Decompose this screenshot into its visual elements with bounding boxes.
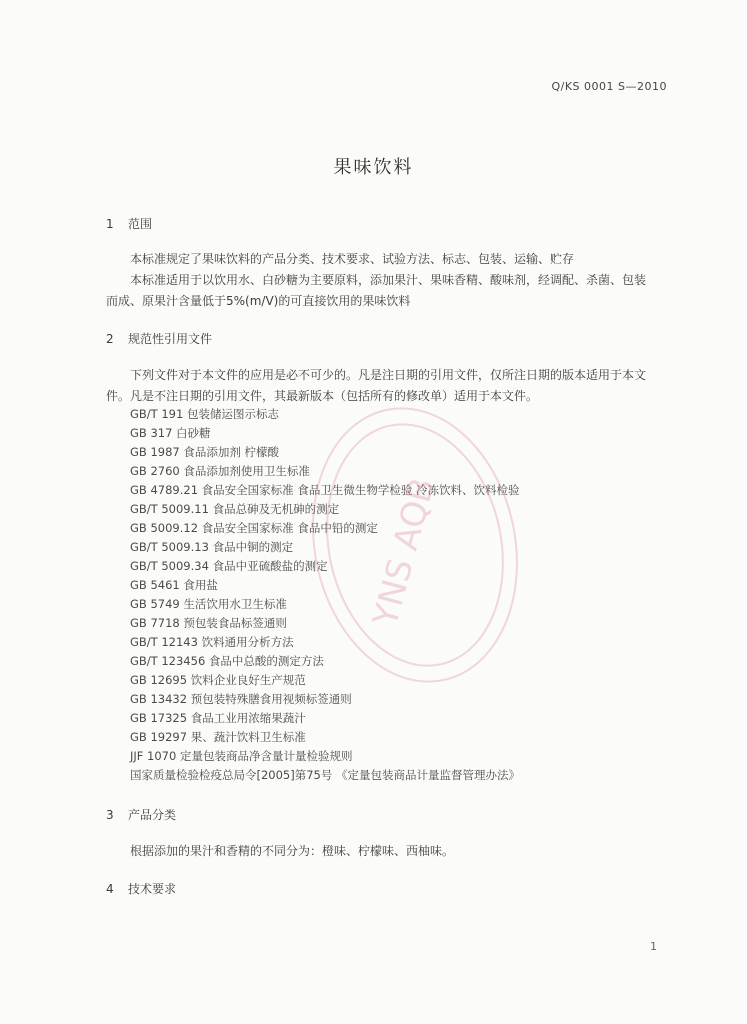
reference-item: GB 1987 食品添加剂 柠檬酸 xyxy=(130,445,280,459)
section-title: 技术要求 xyxy=(128,882,177,896)
section-heading-technical xyxy=(106,880,176,897)
reference-item: GB/T 123456 食品中总酸的测定方法 xyxy=(130,654,324,668)
section-title: 产品分类 xyxy=(128,808,177,822)
scope-line-2: 本标准适用于以饮用水、白砂糖为主要原料，添加果汁、果味香精、酸味剂，经调配、杀菌、包装 xyxy=(130,273,647,287)
section-number: 1 xyxy=(106,217,114,231)
classification-paragraph xyxy=(106,841,666,862)
reference-item: GB/T 5009.34 食品中亚硫酸盐的测定 xyxy=(130,559,328,573)
reference-item: GB/T 191 包装储运图示标志 xyxy=(130,407,279,421)
section-title: 范围 xyxy=(128,217,153,231)
scope-paragraph xyxy=(106,249,666,312)
section-title: 规范性引用文件 xyxy=(128,332,213,346)
reference-item: GB/T 5009.13 食品中铜的测定 xyxy=(130,540,294,554)
reference-item: GB 5009.12 食品安全国家标准 食品中铅的测定 xyxy=(130,521,378,535)
reference-item: GB 4789.21 食品安全国家标准 食品卫生微生物学检验 冷冻饮料、饮料检验 xyxy=(130,483,520,497)
reference-item: GB 17325 食品工业用浓缩果蔬汁 xyxy=(130,711,306,725)
section-heading-scope xyxy=(106,215,152,232)
document-title: 果味饮料 xyxy=(333,157,414,178)
section-number: 3 xyxy=(106,808,114,822)
reference-item: GB 7718 预包装食品标签通则 xyxy=(130,616,287,630)
reference-list xyxy=(130,405,520,785)
reference-item: GB 2760 食品添加剂使用卫生标准 xyxy=(130,464,310,478)
section-heading-normative xyxy=(106,330,212,347)
classification-line-1: 根据添加的果汁和香精的不同分为：橙味、柠檬味、西柚味。 xyxy=(130,844,455,858)
normative-intro-line-2: 件。凡是不注日期的引用文件，其最新版本（包括所有的修改单）适用于本文件。 xyxy=(106,389,539,403)
reference-item: GB/T 12143 饮料通用分析方法 xyxy=(130,635,294,649)
page-number: 1 xyxy=(650,940,657,953)
reference-item: GB 13432 预包装特殊膳食用视频标签通则 xyxy=(130,692,352,706)
scope-line-1: 本标准规定了果味饮料的产品分类、技术要求、试验方法、标志、包装、运输、贮存 xyxy=(130,252,575,266)
reference-item: GB 19297 果、蔬汁饮料卫生标准 xyxy=(130,730,306,744)
document-code: Q/KS 0001 S—2010 xyxy=(551,80,667,93)
section-number: 4 xyxy=(106,882,114,896)
scope-line-3: 而成、原果汁含量低于5%(m/V)的可直接饮用的果味饮料 xyxy=(106,294,411,308)
normative-intro-line-1: 下列文件对于本文件的应用是必不可少的。凡是注日期的引用文件，仅所注日期的版本适用于本文 xyxy=(130,368,647,382)
reference-item: JJF 1070 定量包装商品净含量计量检验规则 xyxy=(130,749,353,763)
section-number: 2 xyxy=(106,332,114,346)
reference-item: GB/T 5009.11 食品总砷及无机砷的测定 xyxy=(130,502,340,516)
reference-item: GB 317 白砂糖 xyxy=(130,426,211,440)
reference-item: 国家质量检验检疫总局令[2005]第75号 《定量包装商品计量监督管理办法》 xyxy=(130,768,521,782)
normative-intro xyxy=(106,365,666,407)
reference-item: GB 12695 饮料企业良好生产规范 xyxy=(130,673,306,687)
reference-item: GB 5461 食用盐 xyxy=(130,578,218,592)
reference-item: GB 5749 生活饮用水卫生标准 xyxy=(130,597,287,611)
section-heading-classification xyxy=(106,806,176,823)
stamp-text: YNS AQB xyxy=(365,473,444,631)
